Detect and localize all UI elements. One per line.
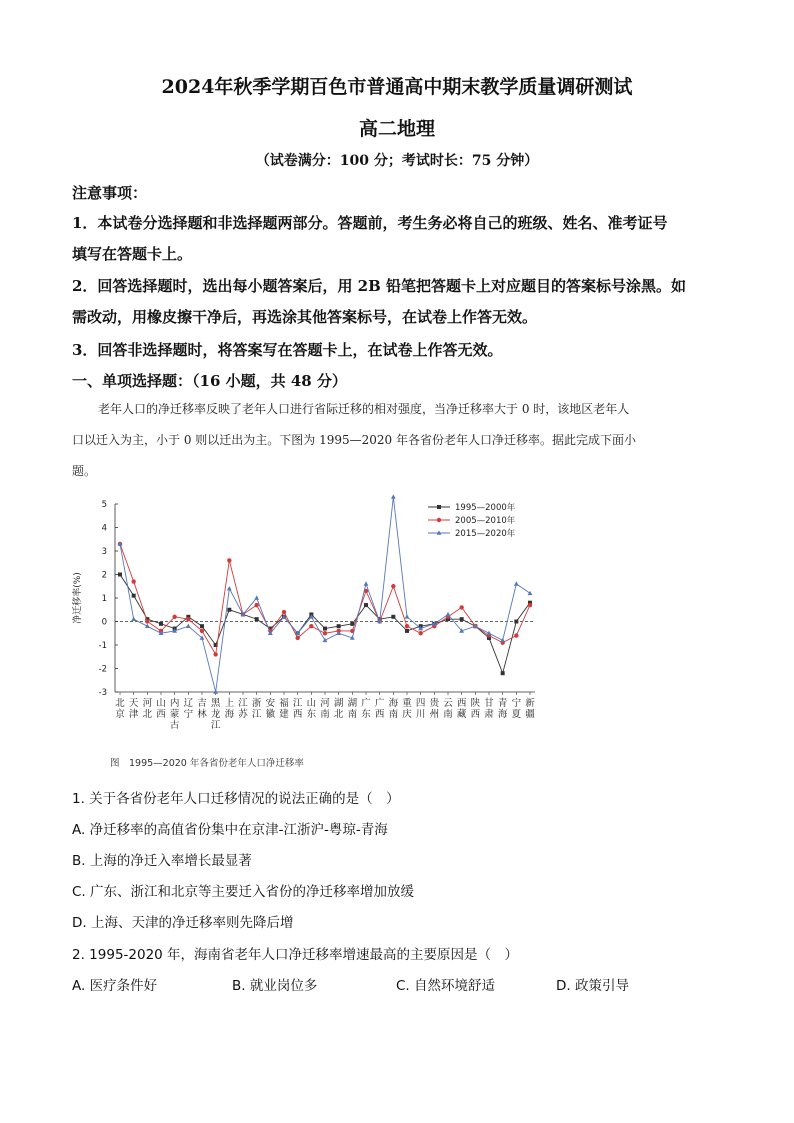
x-category-char: 吉 — [197, 698, 207, 709]
legend-label: 2005—2010年 — [455, 516, 516, 526]
x-category-char: 天 — [128, 698, 139, 709]
y-tick-label: -3 — [98, 688, 107, 698]
x-category-char: 西 — [374, 709, 385, 720]
x-category-label — [512, 697, 522, 720]
x-category-char: 南 — [347, 709, 358, 720]
x-category-char: 青 — [497, 698, 508, 709]
migration-chart — [70, 492, 550, 772]
y-axis-label: 净迁移率(%) — [73, 572, 83, 624]
question-2-option-c: C. 自然环境舒适 — [396, 978, 496, 994]
x-category-label — [252, 697, 262, 720]
question-1-option-b: B. 上海的净迁入率增长最显著 — [72, 853, 252, 869]
x-category-char: 江 — [210, 720, 221, 731]
x-category-label — [334, 697, 344, 720]
x-category-label — [129, 698, 139, 720]
x-category-label — [443, 698, 453, 720]
x-category-label — [320, 698, 330, 720]
x-category-char: 甘 — [484, 698, 494, 709]
x-category-char: 西 — [292, 709, 303, 720]
y-tick-label: -2 — [98, 664, 107, 675]
x-category-char: 西 — [456, 698, 467, 709]
x-category-char: 津 — [128, 709, 139, 720]
x-category-label — [402, 697, 412, 720]
question-1-option-c: C. 广东、浙江和北京等主要迁入省份的净迁移率增加放缓 — [72, 884, 415, 900]
x-category-char: 福 — [279, 698, 289, 709]
x-category-label — [430, 697, 440, 720]
data-point-square — [364, 603, 368, 607]
y-tick-label: 4 — [101, 523, 107, 534]
notice-line: 填写在答题卡上。 — [72, 245, 193, 263]
x-category-char: 川 — [415, 709, 426, 720]
x-category-label — [361, 697, 371, 720]
x-category-char: 山 — [306, 698, 317, 709]
data-point-circle — [282, 610, 286, 614]
x-category-char: 云 — [443, 698, 453, 709]
x-category-label — [471, 697, 481, 720]
question-1-option-a: A. 净迁移率的高值省份集中在京津-江浙沪-粤琼-青海 — [72, 822, 388, 838]
x-category-char: 宁 — [511, 698, 522, 709]
x-category-char: 建 — [279, 709, 289, 720]
x-category-label — [115, 697, 125, 720]
y-tick-label: 5 — [101, 500, 107, 510]
x-category-char: 辽 — [183, 698, 194, 709]
legend-marker — [437, 505, 441, 509]
data-point-triangle — [227, 586, 232, 590]
data-point-triangle — [364, 581, 369, 585]
x-category-char: 庆 — [402, 709, 412, 720]
x-category-char: 北 — [115, 698, 125, 709]
x-category-char: 广 — [374, 698, 385, 709]
x-category-label — [143, 698, 153, 720]
x-category-label — [416, 698, 426, 720]
data-point-circle — [528, 603, 532, 607]
intro-line: 口以迁入为主，小于 0 则以迁出为主。下图为 1995—2020 年各省份老年人口净迁移率。据此完成下面小 — [72, 433, 636, 447]
intro-line: 题。 — [72, 464, 97, 478]
data-point-square — [200, 624, 204, 628]
data-point-square — [350, 622, 354, 626]
x-category-char: 河 — [320, 698, 330, 709]
x-category-label — [238, 698, 248, 720]
data-point-circle — [309, 624, 313, 628]
x-category-label — [498, 697, 508, 720]
x-category-char: 肃 — [484, 709, 494, 720]
x-category-label — [375, 697, 385, 720]
data-point-triangle — [528, 591, 533, 595]
x-category-char: 苏 — [238, 709, 248, 720]
data-point-square — [337, 624, 341, 628]
x-category-char: 四 — [415, 698, 426, 709]
x-category-char: 广 — [361, 698, 371, 709]
x-category-char: 藏 — [456, 709, 467, 720]
x-category-char: 山 — [156, 698, 166, 709]
data-point-triangle — [254, 595, 259, 599]
question-1-option-d: D. 上海、天津的净迁移率则先降后增 — [72, 915, 294, 931]
chart-caption: 图 1995—2020 年各省份老年人口净迁移率 — [110, 758, 304, 769]
x-category-char: 蒙 — [169, 709, 180, 720]
x-category-char: 京 — [115, 709, 125, 720]
x-category-label — [307, 697, 317, 720]
x-category-char: 南 — [320, 709, 330, 720]
legend-label: 1995—2000年 — [455, 503, 516, 513]
series-line — [120, 497, 530, 692]
x-category-label — [279, 697, 289, 720]
x-category-label — [525, 697, 535, 720]
x-category-char: 贵 — [429, 698, 440, 709]
x-category-char: 陕 — [470, 698, 481, 709]
data-point-circle — [254, 603, 258, 607]
y-tick-label: 0 — [101, 617, 107, 628]
data-point-circle — [213, 652, 217, 656]
x-category-char: 疆 — [525, 709, 535, 720]
data-point-triangle — [186, 624, 191, 628]
data-point-circle — [186, 617, 190, 621]
intro-line: 老年人口的净迁移率反映了老年人口进行省际迁移的相对强度，当净迁移率大于 0 时，该地区老年人 — [98, 402, 630, 416]
x-category-char: 江 — [251, 709, 262, 720]
x-category-label — [348, 697, 358, 720]
data-point-circle — [323, 631, 327, 635]
x-category-char: 江 — [238, 698, 248, 709]
x-category-label — [211, 698, 221, 731]
x-category-char: 西 — [470, 709, 481, 720]
notice-line: 3．回答非选择题时，将答案写在答题卡上，在试卷上作答无效。 — [72, 341, 503, 359]
x-category-char: 湖 — [333, 698, 344, 709]
exam-meta: （试卷满分：100 分；考试时长：75 分钟） — [255, 153, 539, 169]
x-category-char: 浙 — [251, 698, 262, 709]
x-category-char: 东 — [306, 709, 317, 720]
data-point-circle — [459, 605, 463, 609]
question-2-option-a: A. 医疗条件好 — [72, 978, 158, 994]
data-point-triangle — [391, 494, 396, 498]
x-category-label — [457, 698, 467, 720]
x-category-char: 龙 — [210, 709, 221, 720]
question-2-option-d: D. 政策引导 — [556, 978, 629, 994]
data-point-square — [255, 617, 259, 621]
data-point-square — [323, 627, 327, 631]
x-category-label — [156, 697, 166, 720]
data-point-circle — [514, 633, 518, 637]
x-category-char: 夏 — [511, 709, 522, 720]
data-point-circle — [200, 629, 204, 633]
x-category-char: 海 — [497, 709, 508, 720]
data-point-square — [118, 573, 122, 577]
x-category-char: 东 — [361, 709, 371, 720]
x-category-char: 新 — [525, 698, 535, 709]
data-point-square — [460, 617, 464, 621]
exam-title: 2024年秋季学期百色市普通高中期末教学质量调研测试 — [161, 76, 633, 98]
x-category-char: 北 — [142, 709, 153, 720]
x-category-char: 州 — [429, 709, 440, 720]
y-tick-label: 1 — [101, 594, 107, 604]
x-category-char: 徽 — [265, 709, 276, 720]
legend-marker — [437, 518, 441, 522]
data-point-circle — [405, 624, 409, 628]
notice-line: 2．回答选择题时，选出每小题答案后，用 2B 铅笔把答题卡上对应题目的答案标号涂黑。如 — [72, 277, 687, 295]
x-category-char: 安 — [265, 698, 276, 709]
data-point-circle — [295, 636, 299, 640]
data-point-circle — [145, 619, 149, 623]
x-category-label — [197, 697, 207, 720]
x-category-label — [389, 697, 399, 720]
data-point-square — [159, 622, 163, 626]
data-point-triangle — [446, 612, 451, 616]
x-category-char: 河 — [142, 698, 153, 709]
x-category-label — [266, 697, 276, 720]
x-category-char: 南 — [443, 709, 453, 720]
data-point-square — [227, 608, 231, 612]
data-point-square — [405, 629, 409, 633]
x-category-char: 古 — [169, 720, 180, 731]
x-category-label — [184, 698, 194, 720]
data-point-square — [514, 620, 518, 624]
x-category-char: 北 — [333, 709, 344, 720]
x-category-label — [293, 698, 303, 720]
section-heading: 一、单项选择题：（16 小题，共 48 分） — [72, 372, 347, 390]
question-2-option-b: B. 就业岗位多 — [232, 978, 318, 994]
x-category-char: 江 — [292, 698, 303, 709]
y-tick-label: -1 — [98, 641, 107, 651]
data-point-triangle — [514, 581, 519, 585]
x-category-char: 南 — [388, 709, 399, 720]
y-tick-label: 3 — [101, 547, 107, 557]
x-category-char: 海 — [388, 698, 399, 709]
data-point-triangle — [213, 689, 218, 693]
x-category-char: 宁 — [183, 709, 194, 720]
data-point-square — [391, 615, 395, 619]
notice-heading: 注意事项： — [72, 184, 148, 202]
legend-label: 2015—2020年 — [455, 529, 516, 539]
data-point-square — [501, 671, 505, 675]
data-point-circle — [418, 631, 422, 635]
y-tick-label: 2 — [101, 570, 107, 581]
question-1-stem: 1. 关于各省份老年人口迁移情况的说法正确的是（ ） — [72, 791, 400, 807]
x-category-char: 西 — [156, 709, 166, 720]
notice-line: 需改动，用橡皮擦干净后，再选涂其他答案标号，在试卷上作答无效。 — [72, 308, 538, 326]
x-category-char: 海 — [224, 709, 235, 720]
x-category-label — [225, 697, 235, 720]
data-point-triangle — [131, 617, 136, 621]
data-point-square — [132, 594, 136, 598]
x-category-char: 上 — [224, 698, 235, 709]
subject-title: 高二地理 — [358, 118, 435, 140]
data-point-circle — [131, 579, 135, 583]
x-category-char: 重 — [402, 698, 412, 709]
data-point-circle — [391, 584, 395, 588]
x-category-char: 林 — [197, 709, 207, 720]
x-category-char: 内 — [169, 698, 180, 709]
x-category-char: 黑 — [210, 698, 221, 709]
question-2-stem: 2. 1995-2020 年，海南省老年人口净迁移率增速最高的主要原因是（ ） — [72, 947, 519, 963]
data-point-circle — [172, 615, 176, 619]
x-category-label — [170, 697, 180, 731]
x-category-char: 湖 — [347, 698, 358, 709]
series-line — [120, 575, 530, 674]
notice-line: 1．本试卷分选择题和非选择题两部分。答题前，考生务必将自己的班级、姓名、准考证号 — [72, 214, 668, 232]
data-point-circle — [227, 558, 231, 562]
x-category-label — [484, 697, 494, 720]
data-point-triangle — [405, 614, 410, 618]
